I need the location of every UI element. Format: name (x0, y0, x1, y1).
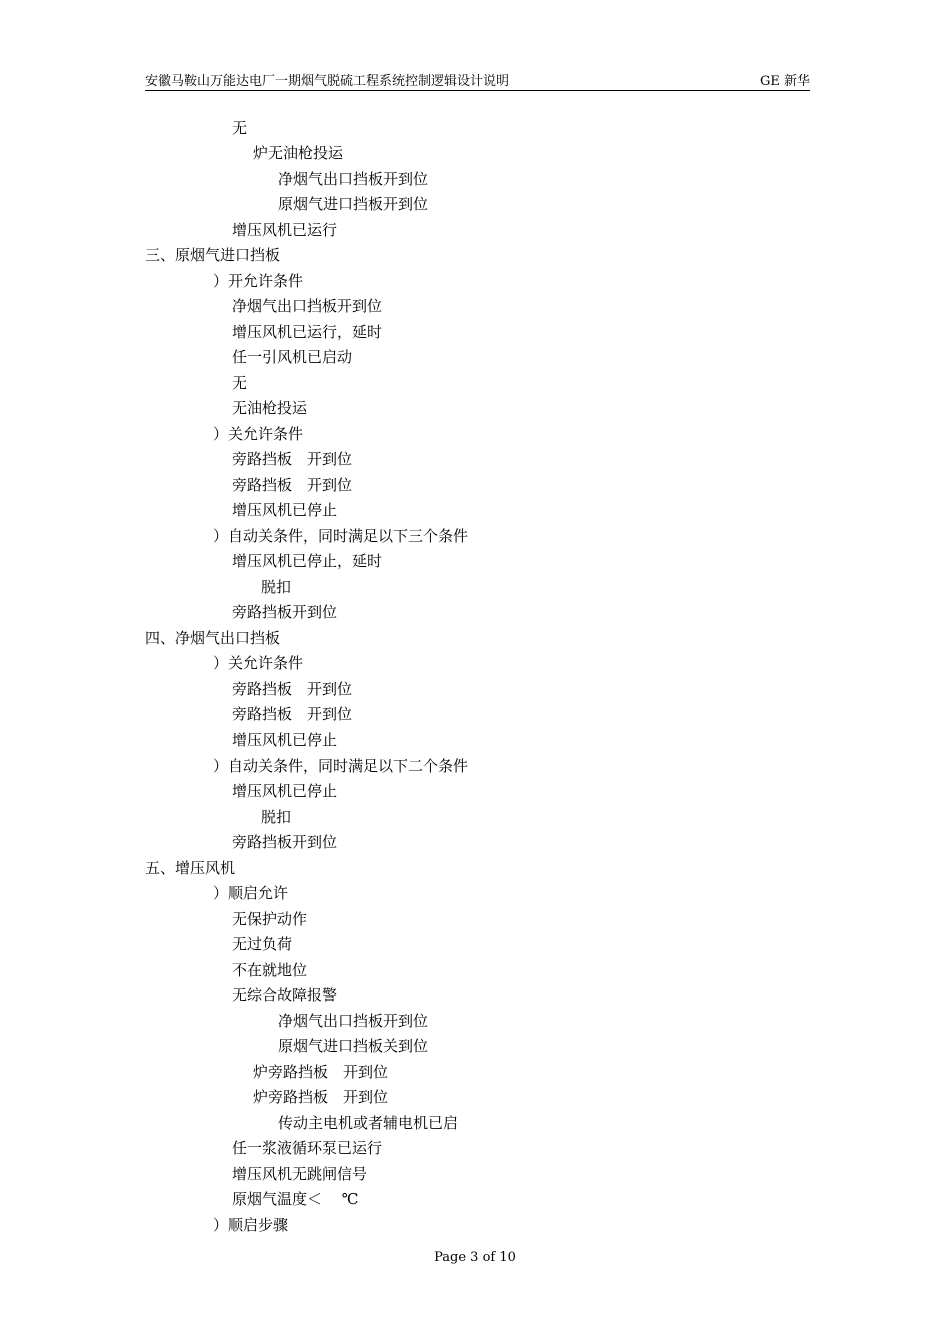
text-line: 脱扣 (261, 578, 292, 596)
text-line: 原烟气温度＜ ℃ (232, 1190, 359, 1208)
text-line: 无 (232, 374, 248, 392)
text-line: 无 (232, 119, 248, 137)
text-line: 增压风机已停止 (232, 782, 338, 800)
text-line: 增压风机无跳闸信号 (232, 1165, 368, 1183)
text-line: 旁路挡板开到位 (232, 603, 338, 621)
company-name: GE 新华 (759, 74, 810, 89)
subsection-heading: ）自动关条件，同时满足以下二个条件 (213, 757, 469, 775)
text-line: 净烟气出口挡板开到位 (278, 170, 429, 188)
text-line: 无综合故障报警 (232, 986, 338, 1004)
subsection-heading: ）开允许条件 (213, 272, 304, 290)
subsection-heading: ）自动关条件，同时满足以下三个条件 (213, 527, 469, 545)
section-heading: 四、净烟气出口挡板 (145, 629, 281, 647)
text-line: 脱扣 (261, 808, 292, 826)
document-title: 安徽马鞍山万能达电厂一期烟气脱硫工程系统控制逻辑设计说明 (145, 74, 510, 89)
text-line: 增压风机已运行，延时 (232, 323, 383, 341)
text-line: 炉旁路挡板 开到位 (253, 1088, 389, 1106)
text-line: 净烟气出口挡板开到位 (278, 1012, 429, 1030)
text-line: 任一浆液循环泵已运行 (232, 1139, 383, 1157)
text-line: 炉旁路挡板 开到位 (253, 1063, 389, 1081)
text-line: 旁路挡板开到位 (232, 833, 338, 851)
subsection-heading: ）顺启允许 (213, 884, 289, 902)
text-line: 增压风机已停止 (232, 731, 338, 749)
subsection-heading: ）关允许条件 (213, 654, 304, 672)
subsection-heading: ）关允许条件 (213, 425, 304, 443)
text-line: 原烟气进口挡板关到位 (278, 1037, 429, 1055)
page-footer (0, 1250, 950, 1265)
text-line: 无过负荷 (232, 935, 293, 953)
text-line: 增压风机已运行 (232, 221, 338, 239)
page-header (145, 70, 810, 91)
text-line: 炉无油枪投运 (253, 144, 344, 162)
section-heading: 五、增压风机 (145, 859, 236, 877)
subsection-heading: ）顺启步骤 (213, 1216, 289, 1234)
text-line: 旁路挡板 开到位 (232, 476, 353, 494)
text-line: 无油枪投运 (232, 399, 308, 417)
text-line: 无保护动作 (232, 910, 308, 928)
text-line: 原烟气进口挡板开到位 (278, 195, 429, 213)
text-line: 不在就地位 (232, 961, 308, 979)
text-line: 增压风机已停止 (232, 501, 338, 519)
text-line: 旁路挡板 开到位 (232, 680, 353, 698)
page-number: Page 3 of 10 (434, 1250, 516, 1265)
text-line: 净烟气出口挡板开到位 (232, 297, 383, 315)
text-line: 任一引风机已启动 (232, 348, 353, 366)
section-heading: 三、原烟气进口挡板 (145, 246, 281, 264)
text-line: 传动主电机或者辅电机已启 (278, 1114, 459, 1132)
text-line: 增压风机已停止，延时 (232, 552, 383, 570)
text-line: 旁路挡板 开到位 (232, 705, 353, 723)
text-line: 旁路挡板 开到位 (232, 450, 353, 468)
